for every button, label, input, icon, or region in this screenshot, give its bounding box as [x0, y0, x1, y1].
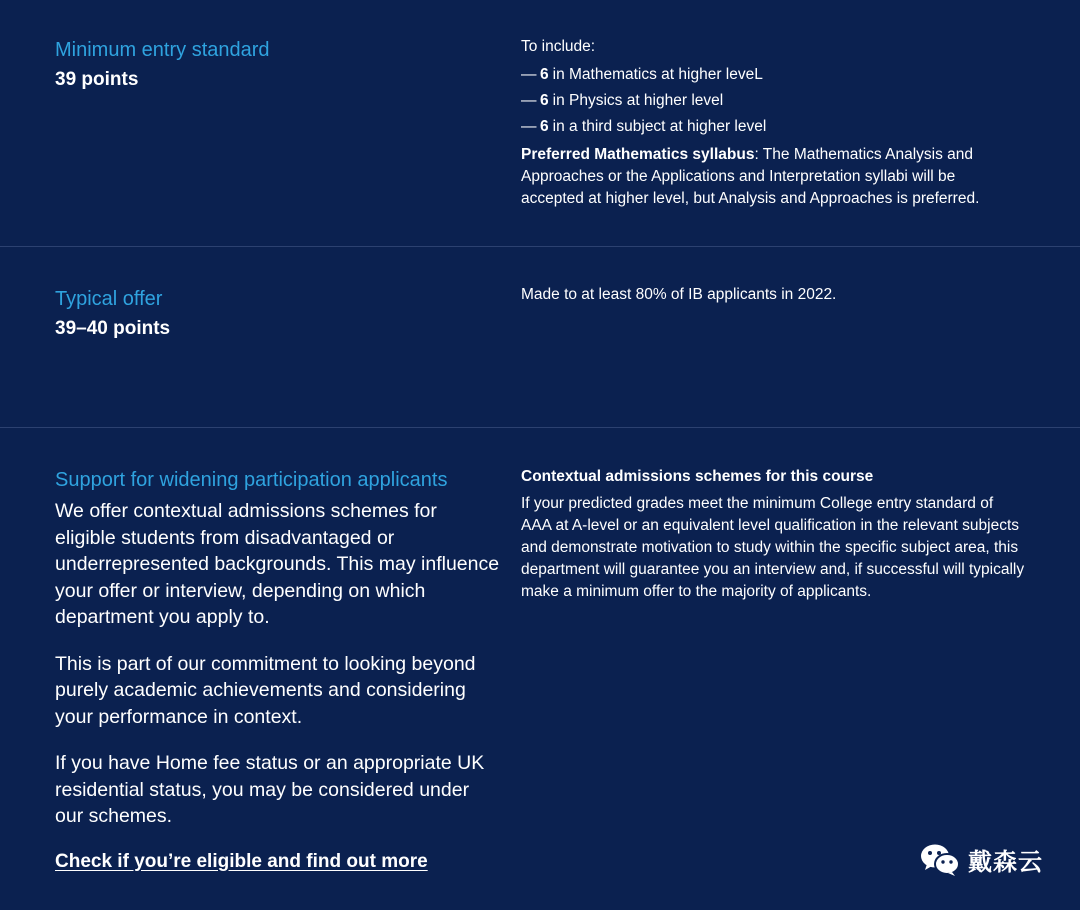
support-summary — [55, 468, 500, 873]
wechat-icon — [920, 843, 960, 877]
list-item — [521, 114, 1021, 140]
support-paragraph: We offer contextual admissions schemes for eligible students from disadvantaged or underrepresented backgrounds. This may influence your offer or interview, depending on which department you apply to. — [55, 500, 500, 628]
requirement-grade: 6 — [540, 66, 549, 83]
typical-offer-value: 39–40 points — [55, 318, 171, 339]
requirement-grade: 6 — [540, 92, 549, 109]
typical-offer-label: Typical offer — [55, 288, 163, 310]
typical-offer-note: Made to at least 80% of IB applicants in 2022. — [521, 286, 837, 303]
contextual-schemes-details — [521, 466, 1026, 603]
typical-offer-summary — [55, 287, 500, 341]
support-paragraph: If you have Home fee status or an appropriate UK residential status, you may be considered under our schemes. — [55, 752, 485, 827]
syllabus-note — [521, 144, 1021, 210]
requirement-text: in a third subject at higher level — [552, 118, 767, 135]
requirements-intro: To include: — [521, 38, 596, 55]
requirement-grade: 6 — [540, 118, 549, 135]
list-item — [521, 62, 1021, 88]
schemes-text: If your predicted grades meet the minimum College entry standard of AAA at A-level or an equivalent level qualification in the relevant subjects and demonstrate motivation to study within the specific subject area, this department will guarantee you an interview and, if successful will typically make a minimum offer to the majority of applicants. — [521, 495, 1025, 600]
dash-icon: — — [521, 66, 537, 83]
list-item — [521, 88, 1021, 114]
section-divider — [0, 246, 1080, 247]
section-divider — [0, 427, 1080, 428]
entry-standard-value: 39 points — [55, 69, 139, 90]
syllabus-text: : The Mathematics Analysis and Approaches or the Applications and Interpretation syllabi will be accepted at higher level, but Analysis and Approaches is preferred. — [521, 146, 980, 207]
watermark — [920, 842, 1043, 877]
schemes-heading: Contextual admissions schemes for this course — [521, 468, 874, 485]
watermark-text: 戴森云 — [968, 849, 1043, 876]
entry-standard-summary — [55, 38, 500, 92]
requirement-text: in Mathematics at higher leveL — [552, 66, 763, 83]
dash-icon: — — [521, 118, 537, 135]
requirements-list — [521, 62, 1021, 140]
entry-standard-details — [521, 36, 1021, 210]
syllabus-label: Preferred Mathematics syllabus — [521, 146, 755, 163]
support-paragraph: This is part of our commitment to looking beyond purely academic achievements and considering your performance in context. — [55, 652, 476, 728]
requirement-text: in Physics at higher level — [552, 92, 724, 109]
typical-offer-details — [521, 284, 1021, 306]
entry-standard-label: Minimum entry standard — [55, 39, 270, 61]
eligibility-link[interactable]: Check if you’re eligible and find out more — [55, 850, 428, 872]
support-label: Support for widening participation applicants — [55, 469, 448, 491]
dash-icon: — — [521, 92, 537, 109]
